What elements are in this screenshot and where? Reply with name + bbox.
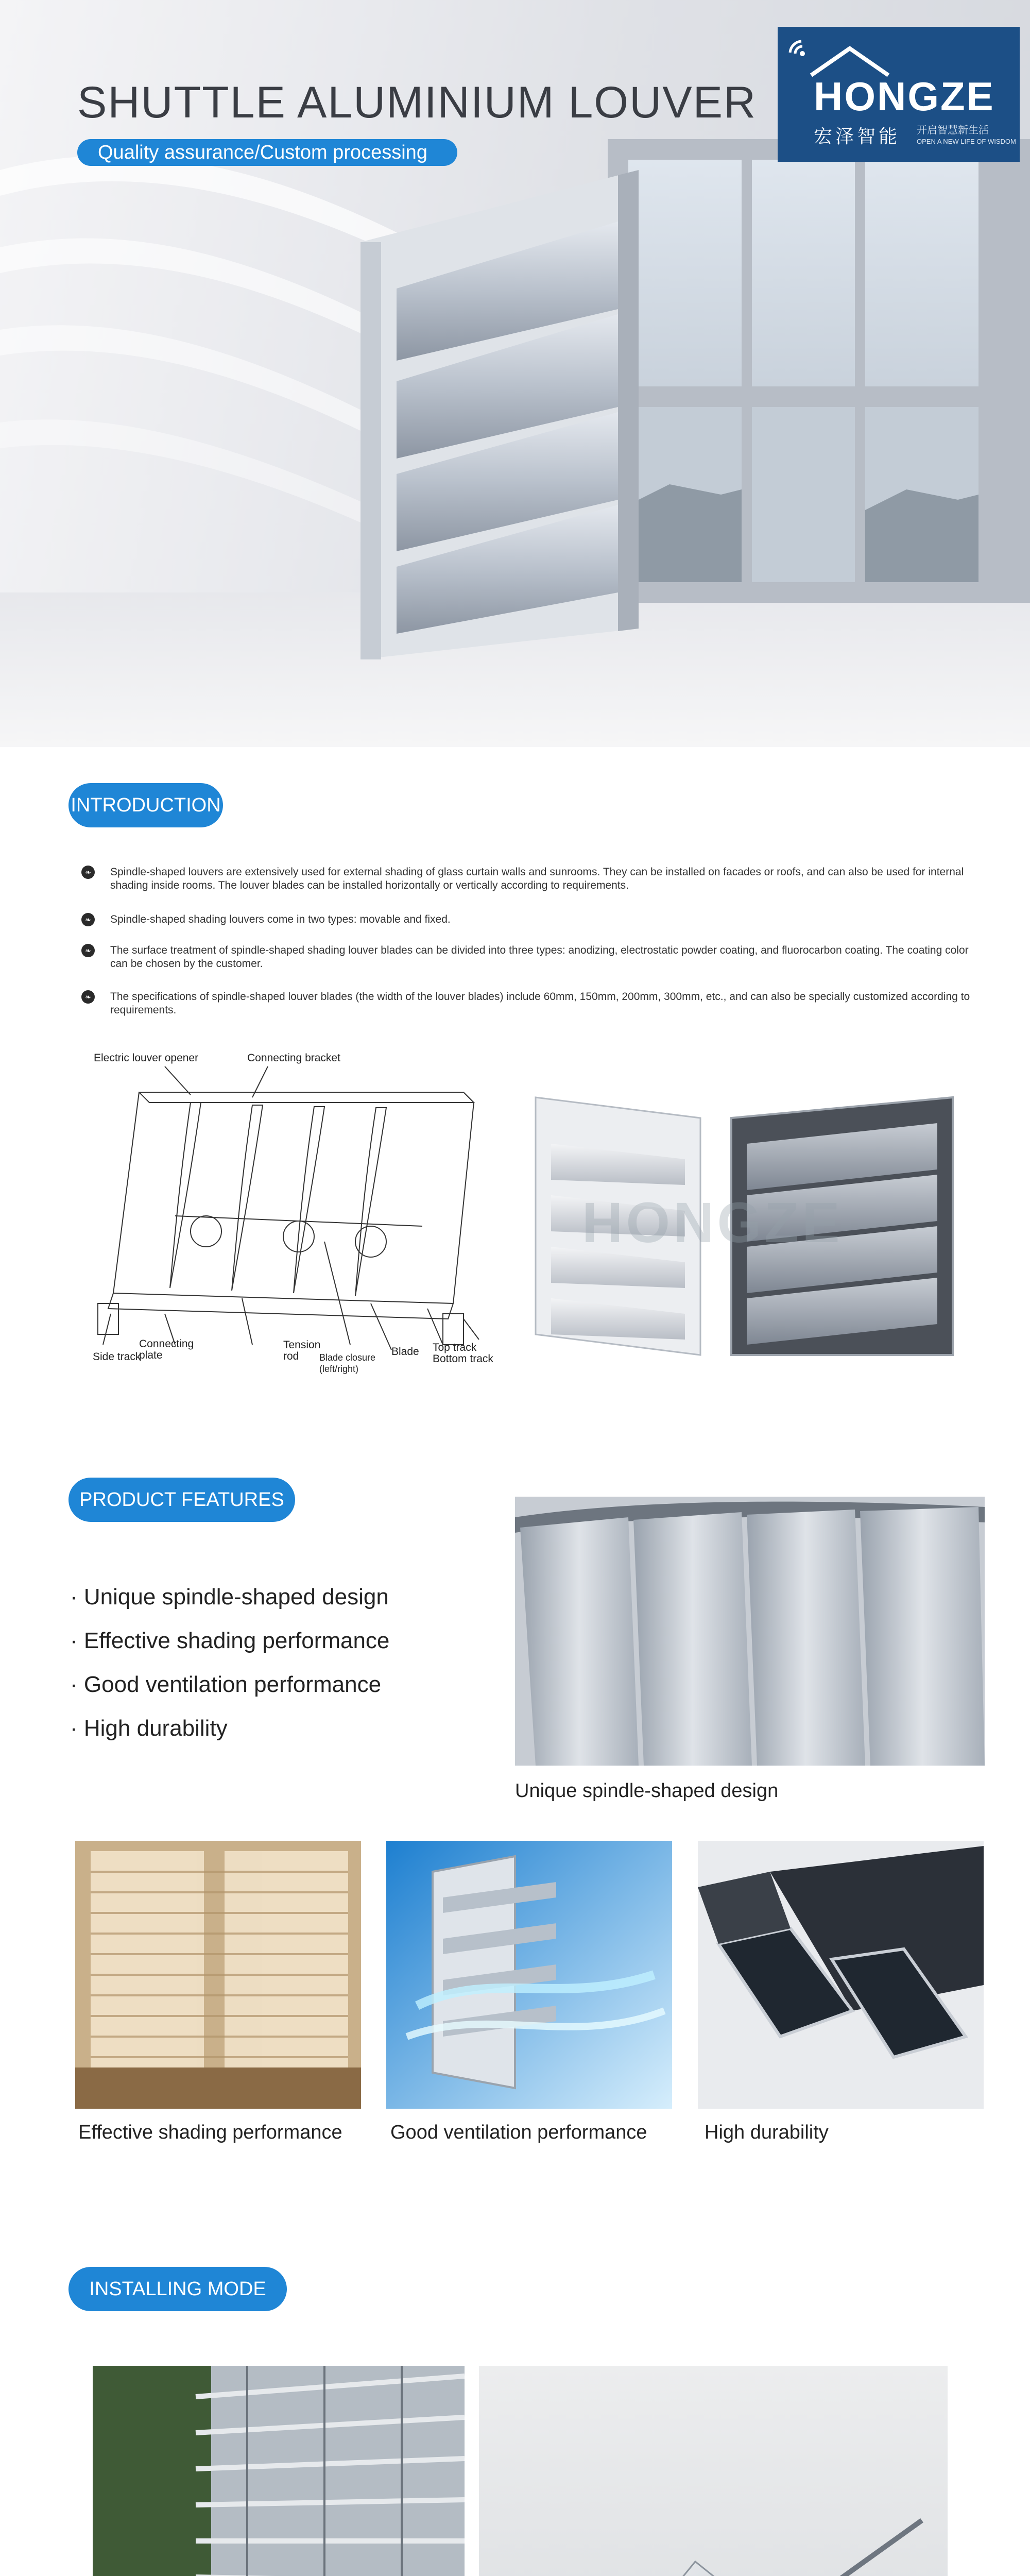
section-heading-installing: INSTALLING MODE — [68, 2267, 287, 2311]
label-opener: Electric louver opener — [94, 1052, 199, 1064]
product-photos-pair — [530, 1087, 978, 1376]
label-top-track: Top track — [433, 1342, 477, 1353]
feature-item: · Good ventilation performance — [70, 1672, 382, 1697]
leaf-icon: ❧ — [81, 913, 95, 926]
label-blade-closure: Blade closure (left/right) — [319, 1352, 376, 1374]
feature-item: · Unique spindle-shaped design — [70, 1584, 389, 1609]
label-bottom-track: Bottom track — [433, 1353, 493, 1365]
caption-shading: Effective shading performance — [78, 2122, 342, 2143]
section-heading-introduction: INTRODUCTION — [68, 783, 223, 827]
feature-item: · High durability — [70, 1716, 228, 1741]
label-tension-rod: Tension rod — [283, 1339, 321, 1362]
caption-durability: High durability — [705, 2122, 829, 2143]
intro-bullet-4: ❧ The specifications of spindle-shaped louver blades (the width of the louver blades) include 60mm, 150mm, 200mm, 300mm, etc., and can also be specially customized according to requirements. — [81, 990, 977, 1017]
louver-drawing — [82, 1046, 525, 1365]
label-blade: Blade — [391, 1346, 419, 1358]
leaf-icon: ❧ — [81, 944, 95, 957]
leaf-icon: ❧ — [81, 990, 95, 1004]
label-connecting-plate: Connecting plate — [139, 1338, 194, 1361]
page-title: SHUTTLE ALUMINIUM LOUVER — [77, 78, 757, 127]
intro-bullet-1: ❧ Spindle-shaped louvers are extensively used for external shading of glass curtain walls and sunrooms. They can be installed on facades or roofs, and can also be used for internal shading inside rooms. The louver blades can be installed horizontally or vertically according to requirements. — [81, 866, 977, 892]
hero-banner — [0, 0, 1030, 747]
shading-photo — [75, 1841, 361, 2109]
ventilation-image — [386, 1841, 672, 2109]
install-photo-canopy — [479, 2366, 948, 2576]
ventilation-photo — [386, 1841, 672, 2109]
subtitle-badge: Quality assurance/Custom processing — [77, 139, 457, 166]
feature-item: · Effective shading performance — [70, 1628, 390, 1653]
watermark: HONGZE — [582, 1191, 843, 1255]
spindle-design-photo — [515, 1497, 985, 1766]
caption-spindle: Unique spindle-shaped design — [515, 1780, 779, 1802]
caption-ventilation: Good ventilation performance — [390, 2122, 647, 2143]
louver-technical-diagram — [82, 1046, 525, 1374]
label-side-track: Side track — [93, 1351, 141, 1363]
leaf-icon: ❧ — [81, 866, 95, 879]
label-bracket: Connecting bracket — [247, 1052, 340, 1064]
facade-louvers-image — [93, 2366, 465, 2576]
shading-blinds-image — [75, 1841, 361, 2109]
durability-profile-image — [698, 1841, 984, 2109]
intro-bullet-3: ❧ The surface treatment of spindle-shaped shading louver blades can be divided into three types: anodizing, electrostatic powder coating, and fluorocarbon coating. The coating color can be chosen by the customer. — [81, 944, 977, 971]
install-photo-facade — [93, 2366, 465, 2576]
section-heading-features: PRODUCT FEATURES — [68, 1478, 295, 1522]
logo-tagline-cn: 开启智慧新生活 — [917, 125, 989, 136]
brand-logo — [778, 27, 1020, 162]
logo-tagline-en: OPEN A NEW LIFE OF WISDOM — [917, 138, 1016, 145]
logo-chinese-name: 宏泽智能 — [814, 126, 901, 147]
canopy-louvers-image — [479, 2366, 948, 2576]
logo-tagline — [917, 125, 1016, 147]
intro-bullet-2: ❧ Spindle-shaped shading louvers come in two types: movable and fixed. — [81, 913, 977, 926]
spindle-blade-closeup — [515, 1497, 985, 1766]
durability-photo — [698, 1841, 984, 2109]
logo-brand-text: HONGZE — [814, 74, 995, 119]
